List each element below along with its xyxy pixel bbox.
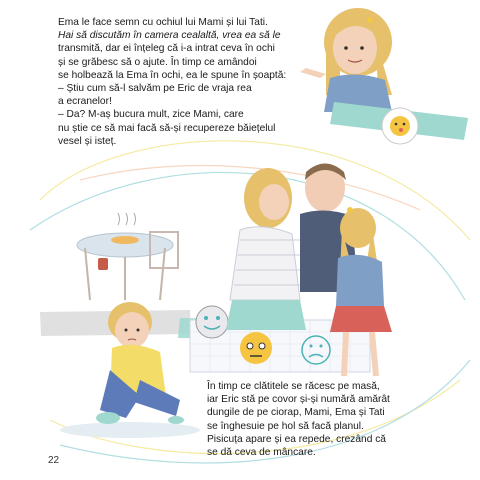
text-line: și se grăbesc să o ajute. În timp ce amândoi (58, 56, 257, 68)
table-scene (77, 213, 178, 300)
text-line: dungile de pe ciorap, Mami, Ema și Tati (207, 407, 385, 419)
text-line: nu știe ce să mai facă să-și recupereze băiețelul (58, 122, 276, 134)
tape-top-right (330, 102, 468, 144)
text-line: a ecranelor! (58, 96, 112, 108)
text-line: transmită, dar ei înțeleg că i-a intrat ceva în ochi (58, 43, 275, 55)
page-number: 22 (48, 455, 60, 466)
text-line: – Da? M-aș bucura mult, zice Mami, care (58, 109, 244, 121)
text-line: vesel și isteț. (58, 135, 117, 147)
story-text-top (58, 16, 316, 148)
text-line: se holbează la Ema în ochi, ea le spune în șoaptă: (58, 69, 287, 81)
text-line: se înghesuie pe hol să facă planul. (207, 420, 364, 432)
text-line: Hai să discutăm în camera cealaltă, vrea ea să le (58, 30, 281, 42)
text-line: Pisicuța apare și ea repede, crezând că (207, 433, 386, 445)
text-line: iar Eric stă pe covor și-și numără amărât (207, 394, 390, 406)
text-line: – Știu cum să-l salvăm pe Eric de vraja rea (58, 83, 252, 95)
story-text-bottom (207, 380, 457, 459)
text-line: În timp ce clătitele se răcesc pe masă, (207, 381, 380, 392)
text-line: se dă ceva de mâncare. (207, 447, 316, 459)
text-line: Ema le face semn cu ochiul lui Mami și lui Tati. (58, 17, 268, 28)
